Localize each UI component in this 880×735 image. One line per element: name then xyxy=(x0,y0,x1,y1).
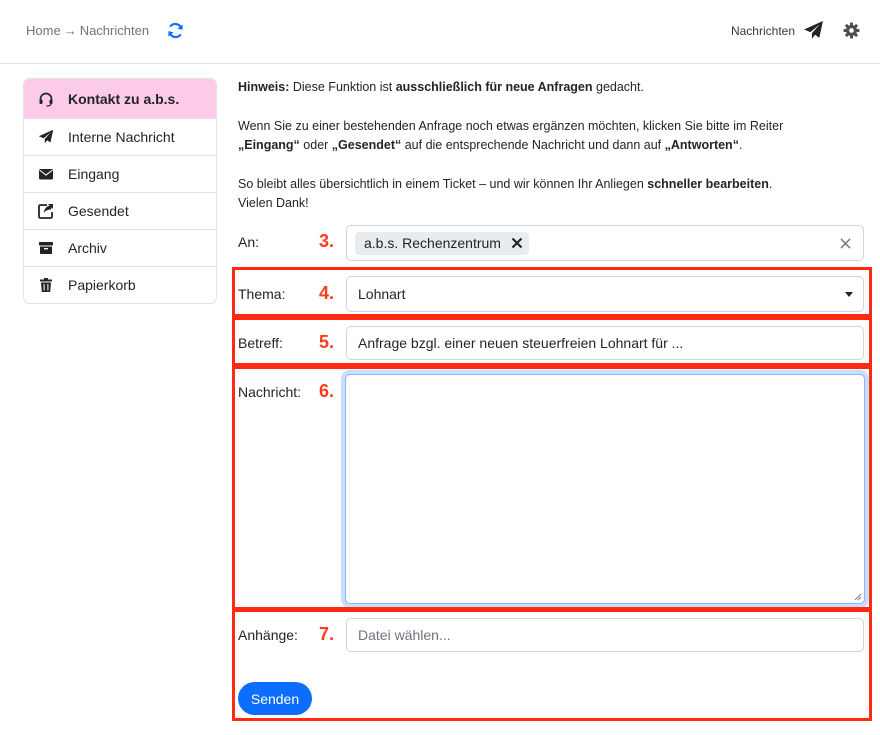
topic-select[interactable] xyxy=(346,276,864,312)
recipient-chip-label: a.b.s. Rechenzentrum xyxy=(364,235,501,251)
sidebar-item-gesendet[interactable] xyxy=(24,192,216,229)
subject-input[interactable]: Anfrage bzgl. einer neuen steuerfreien Lohnart für ... xyxy=(346,326,864,360)
message-label: Nachricht: xyxy=(238,384,302,400)
file-input[interactable]: Datei wählen... xyxy=(346,618,864,652)
breadcrumb-separator: → xyxy=(63,23,77,38)
envelope-icon xyxy=(38,166,54,182)
sidebar-item-kontakt[interactable] xyxy=(24,79,216,118)
attachments-label: Anhänge: xyxy=(238,627,298,643)
sidebar-item-label: Papierkorb xyxy=(68,277,136,293)
send-button[interactable]: Senden xyxy=(238,682,312,715)
hint-paragraph-1: Hinweis: Diese Funktion ist ausschließlich für neue Anfragen gedacht. xyxy=(238,80,644,94)
resize-handle-icon[interactable] xyxy=(854,593,862,601)
annotation-number-6: 6. xyxy=(319,381,335,401)
messages-label: Nachrichten xyxy=(730,23,795,38)
sidebar-item-papierkorb[interactable] xyxy=(24,266,216,303)
sidebar-item-label: Kontakt zu a.b.s. xyxy=(68,90,180,107)
paper-plane-icon xyxy=(38,129,54,145)
recipient-chip xyxy=(355,232,529,255)
main-content xyxy=(238,78,864,213)
breadcrumb-current: Nachrichten xyxy=(79,23,150,38)
message-textarea[interactable] xyxy=(345,374,865,604)
paper-plane-icon xyxy=(803,20,824,41)
annotation-number-3: 3. xyxy=(319,231,335,251)
top-bar xyxy=(0,0,880,64)
subject-label: Betreff: xyxy=(238,335,283,351)
breadcrumb xyxy=(26,23,149,38)
sidebar-item-label: Eingang xyxy=(68,166,120,182)
hint-paragraph-2: Wenn Sie zu einer bestehenden Anfrage noch etwas ergänzen möchten, klicken Sie bitte im Reiter „Eingang“ oder „Gesendet“ auf die entsprechende Nachricht und dann auf „Antworten“. xyxy=(238,119,784,152)
to-label: An: xyxy=(238,234,260,250)
messages-link[interactable] xyxy=(731,20,824,41)
topic-label: Thema: xyxy=(238,286,286,302)
sidebar-item-interne-nachricht[interactable] xyxy=(24,118,216,155)
chevron-down-icon xyxy=(845,292,853,297)
topic-selected-value: Lohnart xyxy=(358,286,406,302)
refresh-icon[interactable] xyxy=(167,22,184,39)
annotation-number-5: 5. xyxy=(319,332,335,352)
trash-icon xyxy=(38,277,54,293)
annotation-number-4: 4. xyxy=(319,283,335,303)
headset-icon xyxy=(38,91,54,107)
hint-paragraph-3: So bleibt alles übersichtlich in einem Ticket – und wir können Ihr Anliegen schneller bearbeiten. Vielen Dank! xyxy=(238,177,773,210)
hint-box xyxy=(238,78,864,213)
sidebar-item-label: Gesendet xyxy=(68,203,129,219)
breadcrumb-home[interactable]: Home xyxy=(26,23,61,38)
gear-icon[interactable] xyxy=(843,22,860,39)
recipient-field[interactable] xyxy=(346,225,864,261)
sidebar-item-label: Interne Nachricht xyxy=(68,129,175,145)
annotation-number-7: 7. xyxy=(319,624,335,644)
share-square-icon xyxy=(38,203,54,219)
clear-recipients-icon[interactable] xyxy=(840,238,851,249)
sidebar-item-archiv[interactable] xyxy=(24,229,216,266)
remove-recipient-icon[interactable] xyxy=(511,237,523,249)
sidebar-item-eingang[interactable] xyxy=(24,155,216,192)
top-right-actions xyxy=(731,20,860,41)
sidebar-nav xyxy=(23,78,217,304)
archive-icon xyxy=(38,240,54,256)
sidebar-item-label: Archiv xyxy=(68,240,107,256)
